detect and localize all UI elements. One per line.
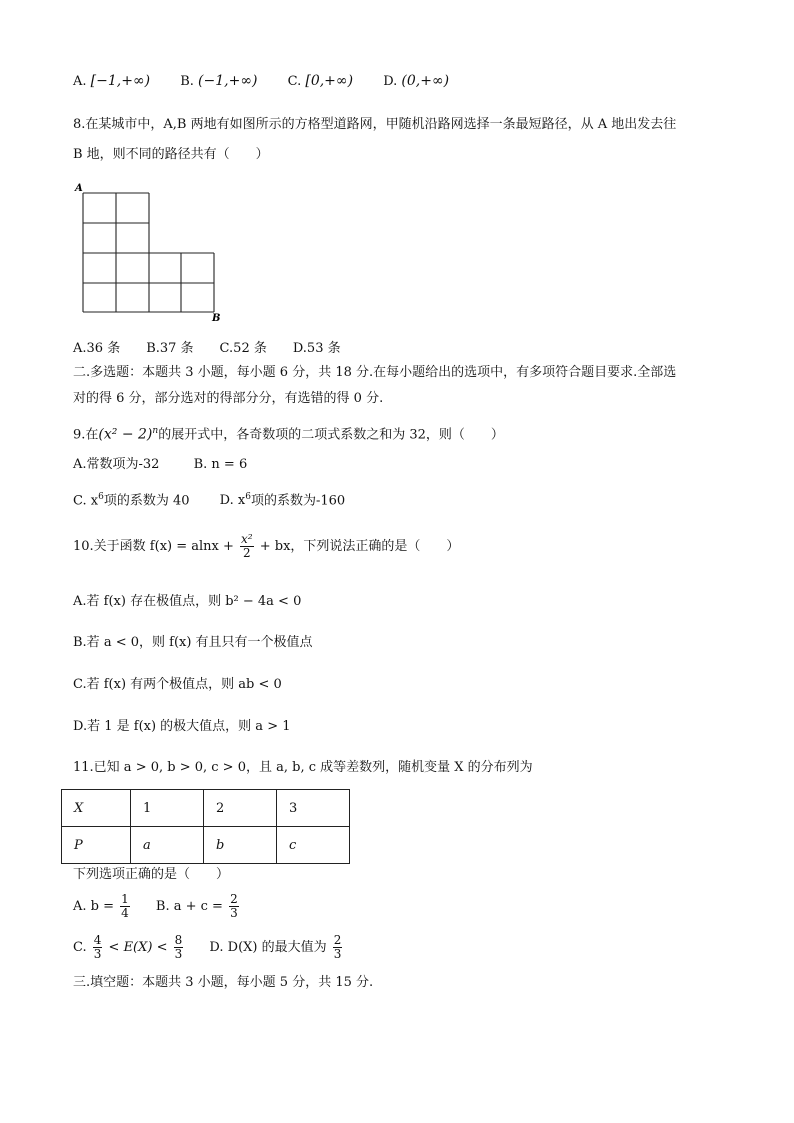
q8-options: A.36 条 B.37 条 C.52 条 D.53 条 [73,341,341,356]
q7-option-b-label: B. [180,74,194,89]
table-cell: 2 [204,790,277,827]
q9-option-c-exp: 6 [98,492,104,502]
table-row [62,790,350,827]
q9-option-d-post: 项的系数为-160 [250,493,346,509]
q11-sub: 下列选项正确的是（ ） [73,867,230,882]
frac-num: 4 [93,933,102,947]
q11-option-d-frac [333,934,343,961]
q9-options-row1 [73,456,247,474]
q10-fraction [240,533,254,560]
q11-option-c-pre: C. [73,940,87,955]
q10-option-b: B.若 a < 0，则 f(x) 有且只有一个极值点 [73,635,313,650]
frac-den: 3 [230,906,238,920]
label-b: B [212,313,221,324]
q10-stem [73,533,459,560]
q7-option-a-label: A. [73,74,87,89]
q7-options [73,72,449,91]
q10-option-a: A.若 f(x) 存在极值点，则 b² − 4a < 0 [73,594,302,609]
q7-option-a-value: [−1,+∞) [90,73,151,89]
table-cell: b [204,827,277,864]
q8-stem-line1: 8.在某城市中，A,B 两地有如图所示的方格型道路网，甲随机沿路网选择一条最短路径，从 A 地出发去往 [73,117,677,132]
frac-num: 2 [230,892,238,906]
q10-stem-post: + bx，下列说法正确的是（ ） [259,539,460,554]
frac-den: 3 [333,947,342,961]
q10-option-d: D.若 1 是 f(x) 的极大值点，则 a > 1 [73,719,291,734]
q11-option-d-pre: D. D(X) 的最大值为 [209,940,327,955]
q11-options-row2 [73,934,344,961]
q9-option-d-pre: D. x [219,493,246,509]
q11-option-b-frac [229,893,239,920]
label-a: A [75,183,83,194]
q9-stem [73,422,504,444]
q11-option-c-frac2 [174,934,184,961]
section3-heading: 三.填空题：本题共 3 小题，每小题 5 分，共 15 分. [73,975,374,990]
q11-option-b-pre: B. a + c = [155,899,223,914]
q7-option-b-value: (−1,+∞) [198,73,258,89]
distribution-table [61,789,350,864]
q11-stem: 11.已知 a > 0, b > 0, c > 0，且 a, b, c 成等差数列，随机变量 X 的分布列为 [73,760,533,775]
q11-option-a-frac [120,893,130,920]
q9-stem-post: 的展开式中，各奇数项的二项式系数之和为 32，则（ ） [158,427,504,443]
frac-den: 3 [93,947,102,961]
q7-option-d-label: D. [383,74,398,89]
q9-exponent: n [152,426,159,436]
table-cell: X [62,790,131,827]
q9-option-c-post: 项的系数为 40 [103,493,190,509]
q11-option-c-frac1 [93,934,103,961]
q8-stem-line2: B 地，则不同的路径共有（ ） [73,147,269,162]
table-cell: P [62,827,131,864]
q7-option-c-label: C. [287,74,302,89]
table-cell: 1 [131,790,204,827]
road-grid-figure [73,180,233,325]
frac-num: 8 [174,933,183,947]
table-cell: a [131,827,204,864]
q9-option-b: B. n = 6 [193,457,248,472]
frac-den: 3 [174,947,183,961]
q11-options-row1 [73,893,241,920]
section2-line1: 二.多选题：本题共 3 小题，每小题 6 分，共 18 分.在每小题给出的选项中，有多项符合题目要求.全部选 [73,365,677,380]
q11-option-a-pre: A. b = [73,899,114,914]
q9-options-row2 [73,488,345,510]
q10-frac-num: x² [241,532,253,546]
q9-stem-pre: 9.在 [73,427,99,443]
q9-expression: (x² − 2) [98,426,153,443]
section2-line2: 对的得 6 分，部分选对的得部分分，有选错的得 0 分. [73,391,384,406]
q7-option-c-value: [0,+∞) [305,73,354,89]
table-cell: c [277,827,350,864]
q11-option-c-mid: < E(X) < [108,940,168,955]
q7-option-d-value: (0,+∞) [401,73,450,89]
frac-num: 1 [121,892,129,906]
frac-num: 2 [333,933,342,947]
q10-option-c: C.若 f(x) 有两个极值点，则 ab < 0 [73,677,282,692]
table-row [62,827,350,864]
q10-stem-pre: 10.关于函数 f(x) = alnx + [73,539,234,554]
q9-option-a: A.常数项为-32 [73,457,160,472]
table-cell: 3 [277,790,350,827]
q9-option-c-pre: C. x [73,493,99,509]
q9-option-d-exp: 6 [245,492,251,502]
q10-frac-den: 2 [243,546,251,560]
frac-den: 4 [121,906,129,920]
road-grid-svg [73,180,233,325]
